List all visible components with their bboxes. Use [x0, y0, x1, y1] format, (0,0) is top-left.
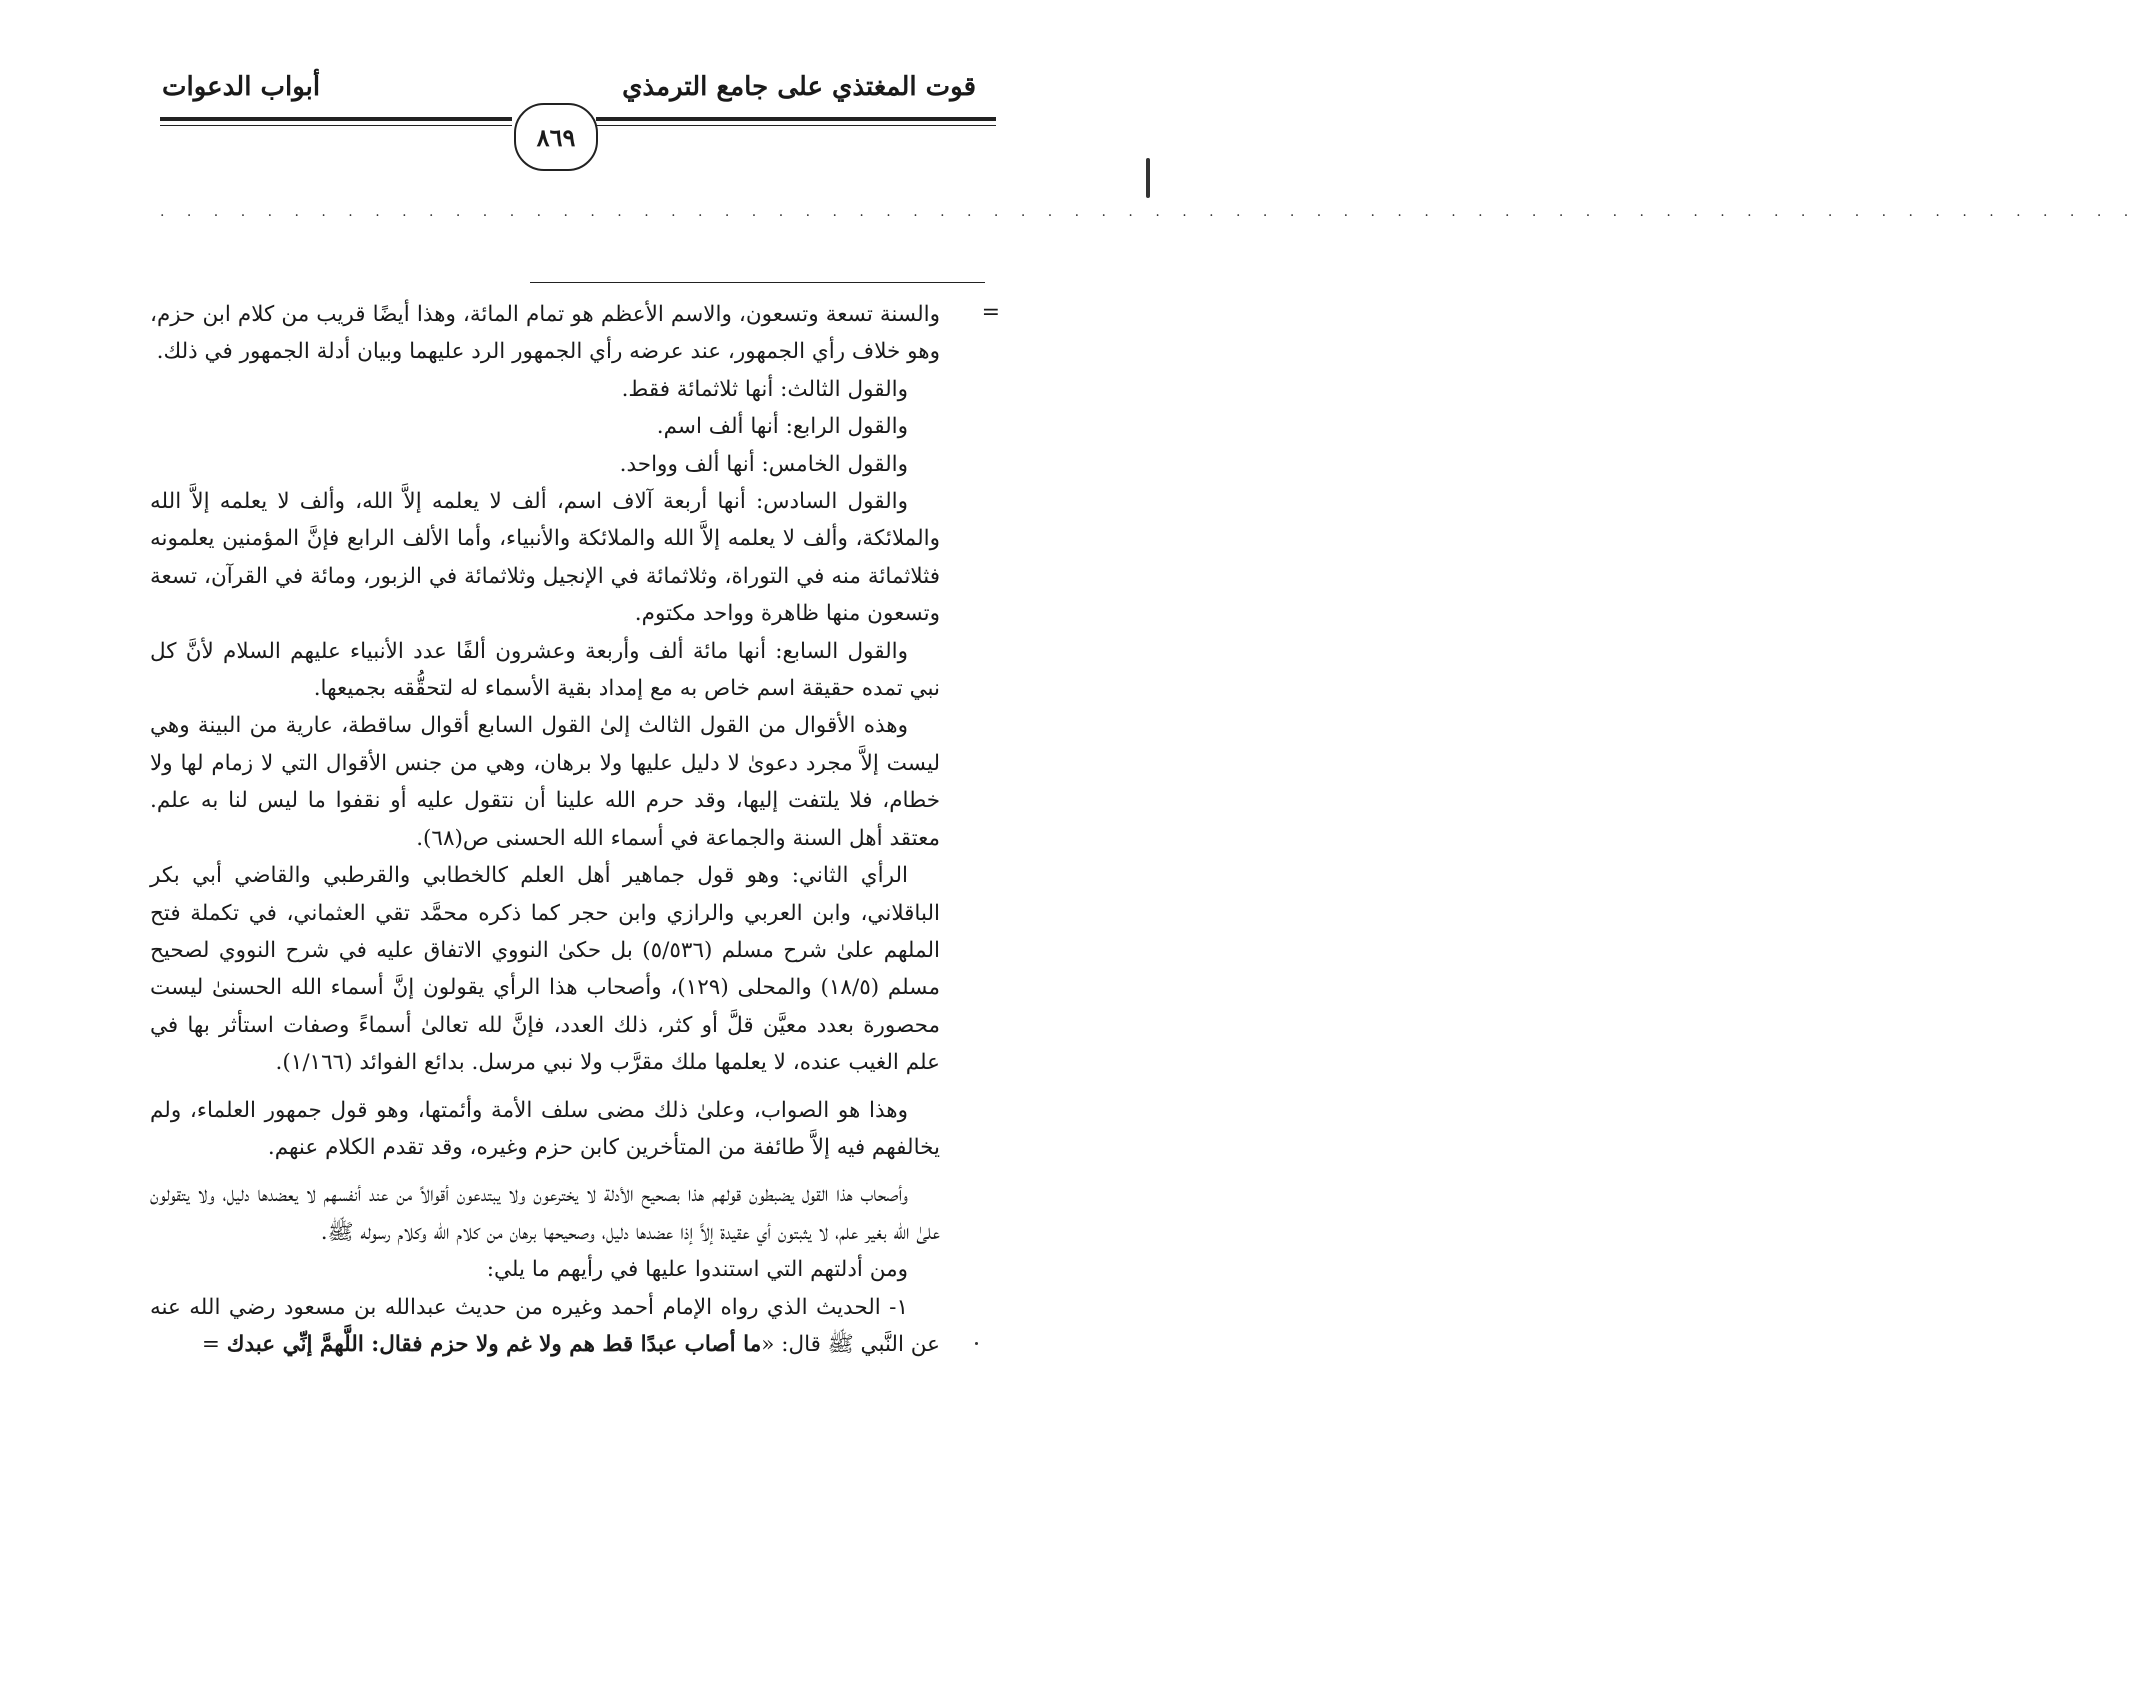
- scan-edge-mark: [1146, 158, 1150, 198]
- scan-speck: [975, 1342, 978, 1345]
- continuation-mark: =: [981, 300, 1000, 325]
- header-rule-right-thin: [596, 125, 996, 126]
- hadith-quote: ما أصاب عبدًا قط هم ولا غم ولا حزم فقال: اللَّهمَّ إنِّي عبدك: [226, 1331, 762, 1357]
- page-number: ٨٦٩: [514, 103, 598, 171]
- footnote-paragraph: والسنة تسعة وتسعون، والاسم الأعظم هو تمام المائة، وهذا أيضًا قريب من كلام ابن حزم، وهو خلاف رأي الجمهور، عند عرضه رأي الجمهور الرد عليهما وبيان أدلة الجمهور في ذلك.: [150, 302, 940, 365]
- footnote-paragraph: الرأي الثاني: وهو قول جماهير أهل العلم كالخطابي والقرطبي والقاضي أبي بكر الباقلاني، وابن العربي والرازي وابن حجر كما ذكره محمَّد تقي العثماني، في تكملة فتح الملهم علىٰ شرح مسلم (٥/٥٣٦) بل حكىٰ النووي الاتفاق عليه في شرح النووي لصحيح مسلم (١٨/٥) والمحلى (١٢٩)، وأصحاب هذا الرأي يقولون إنَّ أسماء الله الحسنىٰ ليست محصورة بعدد معيَّن قلَّ أو كثر، ذلك العدد، فإنَّ لله تعالىٰ أسماءً وصفات استأثر بها في علم الغيب عنده، لا يعلمها ملك مقرَّب ولا نبي مرسل. بدائع الفوائد (١/١٦٦).: [150, 863, 940, 1076]
- footnote-paragraph: والقول الخامس: أنها ألف وواحد.: [619, 451, 908, 477]
- header-rule-left-thick: [160, 117, 512, 121]
- footnote-paragraph: والقول الثالث: أنها ثلاثمائة فقط.: [621, 376, 908, 402]
- book-title: قوت المغتذي على جامع الترمذي: [622, 72, 976, 102]
- footnote-paragraph: ومن أدلتهم التي استندوا عليها في رأيهم ما يلي:: [486, 1257, 908, 1283]
- footnote-separator: [530, 282, 985, 283]
- chapter-title: أبواب الدعوات: [162, 72, 321, 102]
- footnote-paragraph-hadith: [150, 1289, 940, 1364]
- header-rule-left-thin: [160, 125, 512, 126]
- footnote-paragraph: وأصحاب هذا القول يضبطون قولهم هذا بصحيح الأدلة لا يخترعون ولا يبتدعون أقوالاً من عند أنفسهم لا يعضدها دليل، ولا يتقولون علىٰ الله بغير علم، لا يثبتون أي عقيدة إلاَّ إذا عضدها دليل، وصحيحها برهان من كلام الله وكلام رسوله ﷺ.: [150, 1182, 940, 1245]
- hadith-continuation: =: [201, 1331, 227, 1357]
- footnote-paragraph: والقول السادس: أنها أربعة آلاف اسم، ألف لا يعلمه إلاَّ الله، وألف لا يعلمه إلاَّ الله والملائكة، وألف لا يعلمه إلاَّ الله والملائكة والأنبياء، وأما الألف الرابع فإنَّ المؤمنين يعلمونه فثلاثمائة منه في التوراة، وثلاثمائة في الإنجيل وثلاثمائة في الزبور، ومائة في القرآن، تسعة وتسعون منها ظاهرة وواحد مكتوم.: [150, 489, 940, 627]
- footnote-paragraph: وهذه الأقوال من القول الثالث إلىٰ القول السابع أقوال ساقطة، عارية من البينة وهي ليست إلاَّ مجرد دعوىٰ لا دليل عليها ولا برهان، وهي من جنس الأقوال التي لا زمام لها ولا خطام، فلا يلتفت إليها، وقد حرم الله علينا أن نتقول عليه أو نقفوا ما ليس لنا به علم. معتقد أهل السنة والجماعة في أسماء الله الحسنى ص(٦٨).: [150, 713, 940, 851]
- dotted-separator: . . . . . . . . . . . . . . . . . . . . . . . . . . . . . . . . . . . . . . . . . . . . . . . . . . . . . . . . . . . . . . . . . . . . . . . . . .: [160, 204, 2137, 220]
- footnote-paragraph: والقول الرابع: أنها ألف اسم.: [656, 414, 908, 440]
- footnote-paragraph: وهذا هو الصواب، وعلىٰ ذلك مضى سلف الأمة وأئمتها، وهو قول جمهور العلماء، ولم يخالفهم فيه إلاَّ طائفة من المتأخرين كابن حزم وغيره، وقد تقدم الكلام عنهم.: [150, 1097, 940, 1160]
- hadith-intro: ١- الحديث الذي رواه الإمام أحمد وغيره من حديث عبدالله بن مسعود رضي الله عنه عن النَّبي ﷺ قال: «: [150, 1294, 940, 1357]
- footnote-text: [150, 296, 940, 1363]
- footnote-paragraph: والقول السابع: أنها مائة ألف وأربعة وعشرون ألفًا عدد الأنبياء عليهم السلام لأنَّ كل نبي تمده حقيقة اسم خاص به مع إمداد بقية الأسماء له لتحقُّقه بجميعها.: [150, 638, 940, 702]
- header-rule-right-thick: [596, 117, 996, 121]
